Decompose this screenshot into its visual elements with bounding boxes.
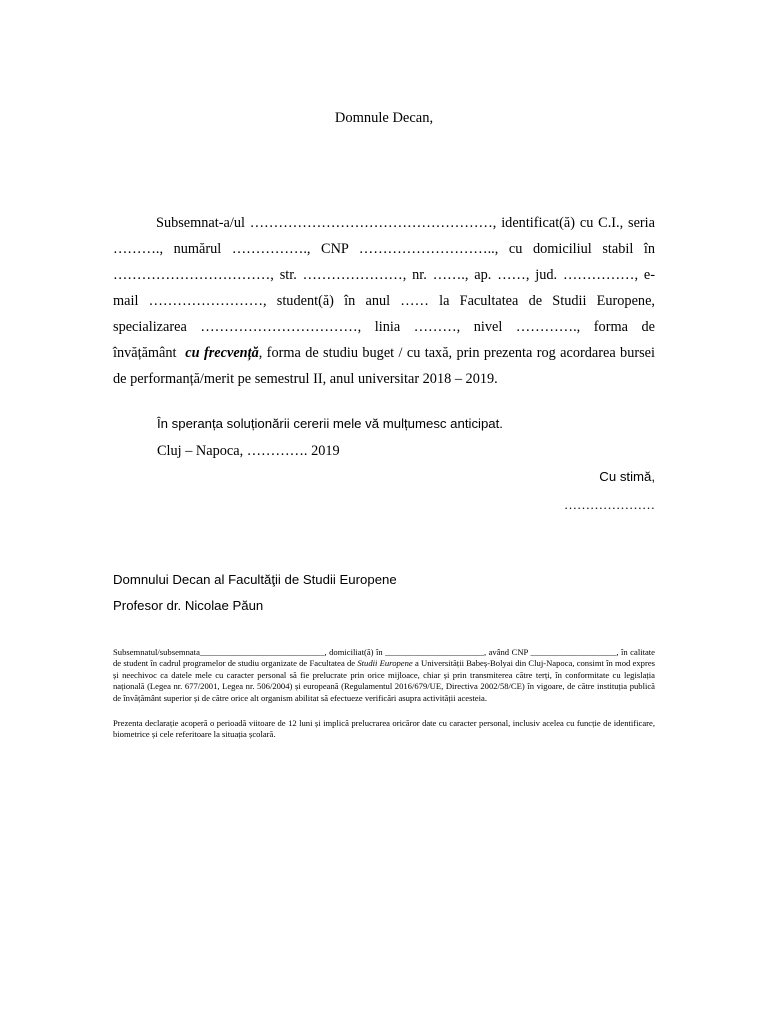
addressee-line-2: Profesor dr. Nicolae Păun: [113, 598, 264, 613]
consent-text-part2: a Universității Babeș-Bolyai din Cluj-Napoca, consimt în mod expres și neechivoc ca datele mele cu caracter personal să fie prelucrate prin orice mijloace, chiar și prin transmiterea către terți, în conformitate cu legislația națională (Legea nr. 677/2001, Legea nr. 506/2004) și europeană (Regulamentul 2016/679/UE, Directiva 2002/58/CE) în vigoare, de către instituția publică de învățământ superior și de către orice alt organism abilitat să efectueze verificări asupra activității acesteia.: [113, 658, 655, 703]
salutation: Domnule Decan,: [334, 110, 434, 126]
consent-text-part1: Subsemnatul/subsemnata_____________________________, domiciliat(ă) în _______________________, având CNP ____________________, în calitate de student în cadrul programelor de studiu organizate de Facultatea de: [113, 647, 655, 669]
signature-line: …………………: [564, 497, 655, 512]
faculty-name-emphasis: Studii Europene: [357, 658, 413, 669]
consent-paragraph-2: Prezenta declarație acoperă o perioadă viitoare de 12 luni și implică prelucrarea oricăror date cu caracter personal, inclusiv acelea cu funcție de identificare, biometrice și cele referitoare la situația școlară.: [113, 718, 655, 740]
closing-regards: Cu stimă,: [599, 469, 655, 484]
request-text-part1: Subsemnat-a/ul ……………………………………………, identificat(ă) cu C.I., seria ………., numărul ……………., CNP ……………………….., cu domiciliul stabil în ……………………………, str. …………………, nr. ……., ap. ……, jud. ……………, e-mail ……………………, student(ă) în anul …… la Facultatea de Studii Europene, specializarea ……………………………, linia ………, nivel …………., forma de învățământ: [113, 215, 655, 361]
addressee-line-1: Domnului Decan al Facultăţii de Studii Europene: [113, 572, 397, 587]
attendance-form-emphasis: cu frecvență: [185, 345, 259, 361]
consent-paragraph-1: [113, 647, 655, 704]
place-date: Cluj – Napoca, …………. 2019: [157, 443, 340, 459]
request-text-part2: , forma de studiu buget / cu taxă, prin prezenta rog acordarea bursei de performanță/merit pe semestrul II, anul universitar 2018 – 2019.: [113, 345, 655, 387]
request-paragraph: [113, 210, 655, 392]
closing-hope: În speranța soluționării cererii mele vă mulțumesc anticipat.: [157, 416, 503, 431]
